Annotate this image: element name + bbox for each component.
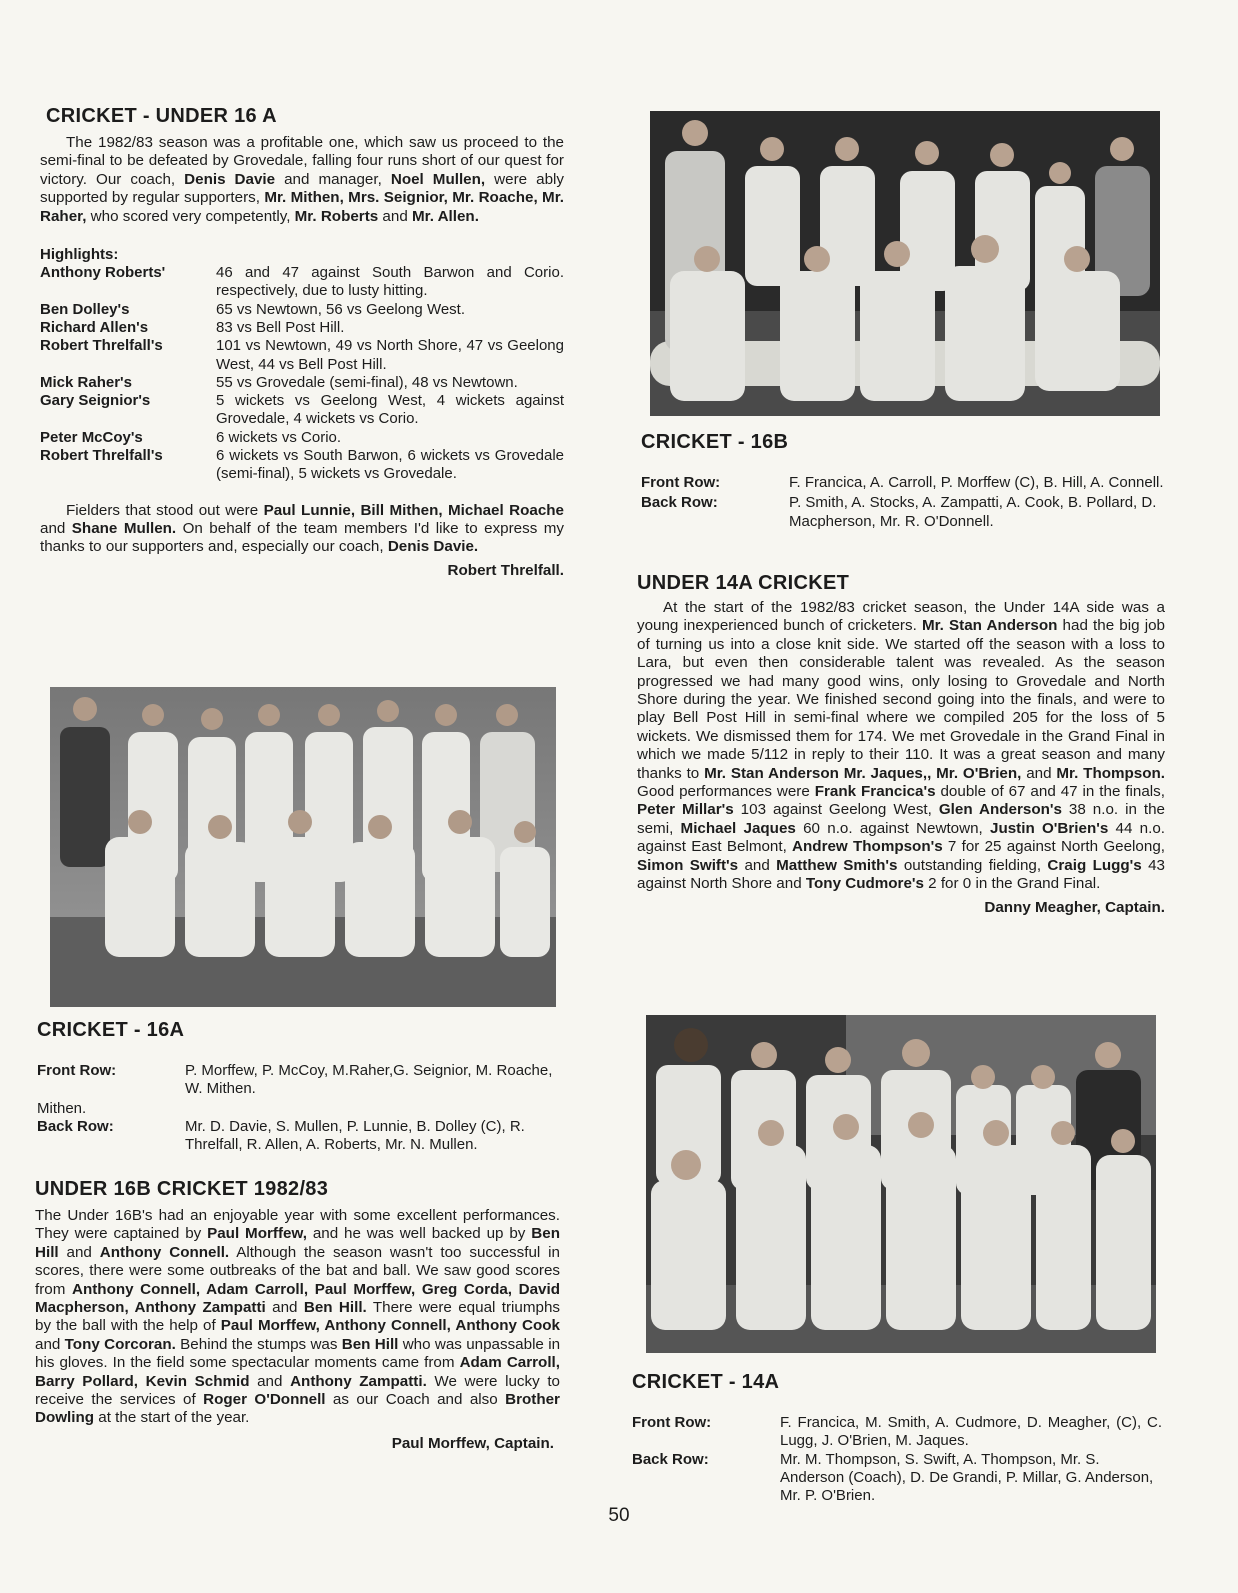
front-row-label: Front Row: bbox=[37, 1062, 117, 1079]
back-row-names: Mr. M. Thompson, S. Swift, A. Thompson, Mr. S. Anderson (Coach), D. De Grandi, P. Millar, G. Anderson, Mr. P. O'Brien. bbox=[780, 1450, 1154, 1505]
u14a-report bbox=[637, 571, 1165, 918]
page-number: 50 bbox=[608, 1505, 630, 1526]
front-row-names: F. Francica, A. Carroll, P. Morffew (C), B. Hill, A. Connell. bbox=[789, 474, 1164, 491]
u16b-front-row bbox=[641, 474, 1165, 492]
highlight-stats: 46 and 47 against South Barwon and Corio. respectively, due to lusty hitting. bbox=[216, 264, 564, 300]
back-row-names: Mr. D. Davie, S. Mullen, P. Lunnie, B. Dolley (C), R. Threlfall, R. Allen, A. Roberts, Mr. N. Mullen. bbox=[185, 1117, 525, 1154]
highlight-stats: 6 wickets vs South Barwon, 6 wickets vs Grovedale (semi-final), 5 wickets vs Grovedale. bbox=[216, 447, 564, 483]
highlight-player: Mick Raher's bbox=[40, 373, 132, 391]
u14a-heading: UNDER 14A CRICKET bbox=[637, 572, 850, 594]
highlight-stats: 6 wickets vs Corio. bbox=[216, 428, 342, 446]
u16a-caption bbox=[37, 1018, 561, 1154]
team-photo-16a bbox=[50, 687, 556, 1007]
highlight-stats: 65 vs Newtown, 56 vs Geelong West. bbox=[216, 300, 466, 318]
highlight-stats: 101 vs Newtown, 49 vs North Shore, 47 vs Geelong West, 44 vs Bell Post Hill. bbox=[216, 337, 564, 373]
u16a-report bbox=[40, 104, 564, 581]
u16b-body: The Under 16B's had an enjoyable year with some excellent performances. They were captained by Paul Morffew, and he was well backed up by Ben Hill and Anthony Connell. Although the season wasn't too successful in scores, there were some outbreaks of the bat and ball. We saw good scores from Anthony Connell, Adam Carroll, Paul Morffew, Greg Corda, David Macpherson, Anthony Zampatti and Ben Hill. There were equal triumphs by the ball with the help of Paul Morffew, Anthony Connell, Anthony Cook and Tony Corcoran. Behind the stumps was Ben Hill who was unpassable in his gloves. In the field some spectacular moments came from Adam Carroll, Barry Pollard, Kevin Schmid and Anthony Zampatti. We were lucky to receive the services of Roger O'Donnell as our Coach and also Brother Dowling at the start of the year. bbox=[35, 1207, 561, 1427]
u14a-caption-heading: CRICKET - 14A bbox=[632, 1371, 780, 1393]
highlights-list bbox=[40, 264, 564, 484]
highlight-player: Richard Allen's bbox=[40, 318, 149, 336]
back-row-names: P. Smith, A. Stocks, A. Zampatti, A. Cook, B. Pollard, D. Macpherson, Mr. R. O'Donnell. bbox=[789, 494, 1157, 530]
u16a-extra-line: Mithen. bbox=[37, 1099, 87, 1117]
highlight-player: Peter McCoy's bbox=[40, 428, 143, 446]
u14a-front-row bbox=[632, 1414, 1162, 1451]
front-row-label: Front Row: bbox=[641, 474, 721, 491]
u16b-heading: UNDER 16B CRICKET 1982/83 bbox=[35, 1178, 329, 1200]
highlight-stats: 83 vs Bell Post Hill. bbox=[216, 318, 345, 336]
u16a-intro: The 1982/83 season was a profitable one, which saw us proceed to the semi-final to be defeated by Grovedale, falling four runs short of our quest for victory. Our coach, Denis Davie and manager, Noel Mullen, were ably supported by regular supporters, Mr. Mithen, Mrs. Seignior, Mr. Roache, Mr. Raher, who scored very competently, Mr. Roberts and Mr. Allen. bbox=[40, 134, 564, 225]
front-row-names: P. Morffew, P. McCoy, M.Raher,G. Seignior, M. Roache, W. Mithen. bbox=[185, 1062, 553, 1098]
front-row-names: F. Francica, M. Smith, A. Cudmore, D. Meagher, (C), C. Lugg, J. O'Brien, M. Jaques. bbox=[780, 1414, 1162, 1450]
u14a-caption bbox=[632, 1370, 1162, 1505]
u16a-back-row bbox=[37, 1118, 561, 1155]
team-photo-16b bbox=[650, 111, 1160, 416]
highlights-label: Highlights: bbox=[40, 246, 119, 264]
front-row-label: Front Row: bbox=[632, 1414, 712, 1431]
team-photo-14a bbox=[646, 1015, 1156, 1353]
u16b-report bbox=[35, 1177, 560, 1454]
highlight-player: Robert Threlfall's bbox=[40, 337, 163, 355]
u16a-caption-heading: CRICKET - 16A bbox=[37, 1019, 185, 1041]
highlight-stats: 5 wickets vs Geelong West, 4 wickets against Grovedale, 4 wickets vs Corio. bbox=[216, 392, 564, 428]
back-row-label: Back Row: bbox=[632, 1450, 709, 1468]
u14a-back-row bbox=[632, 1451, 1162, 1506]
u16b-back-row bbox=[641, 494, 1165, 531]
u16b-signature: Paul Morffew, Captain. bbox=[391, 1434, 554, 1452]
u16a-fielders: Fielders that stood out were Paul Lunnie, Bill Mithen, Michael Roache and Shane Mullen. On behalf of the team members I'd like to express my thanks to our supporters and, especially our coach, Denis Davie. bbox=[40, 501, 565, 556]
highlight-player: Anthony Roberts' bbox=[40, 264, 166, 282]
highlight-player: Ben Dolley's bbox=[40, 300, 130, 318]
u14a-signature: Danny Meagher, Captain. bbox=[984, 898, 1165, 916]
u16b-caption bbox=[641, 430, 1165, 531]
u16a-front-row bbox=[37, 1062, 561, 1099]
u16a-heading: CRICKET - UNDER 16 A bbox=[46, 105, 277, 127]
back-row-label: Back Row: bbox=[37, 1117, 114, 1135]
highlight-player: Gary Seignior's bbox=[40, 392, 151, 410]
highlight-player: Robert Threlfall's bbox=[40, 447, 163, 464]
u16a-signature: Robert Threlfall. bbox=[447, 561, 564, 579]
back-row-label: Back Row: bbox=[641, 494, 718, 512]
u14a-body: At the start of the 1982/83 cricket season, the Under 14A side was a young inexperienced bunch of cricketers. Mr. Stan Anderson had the big job of turning us into a close knit side. We started off the season with a loss to Lara, but even then considerable talent was revealed. As the season progressed we had many good wins, only losing to Grovedale and North Shore during the year. We finished second going into the finals, and were to play Bell Post Hill in semi-final where we compiled 205 for the loss of 5 wickets. We dismissed them for 174. We met Grovedale in the Grand Final in which we made 5/112 in reply to their 110. It was a great season and many thanks to Mr. Stan Anderson Mr. Jaques,, Mr. O'Brien, and Mr. Thompson. Good performances were Frank Francica's double of 67 and 47 in the finals, Peter Millar's 103 against Geelong West, Glen Anderson's 38 n.o. in the semi, Michael Jaques 60 n.o. against Newtown, Justin O'Brien's 44 n.o. against East Belmont, Andrew Thompson's 7 for 25 against North Geelong, Simon Swift's and Matthew Smith's outstanding fielding, Craig Lugg's 43 against North Shore and Tony Cudmore's 2 for 0 in the Grand Final. bbox=[637, 599, 1166, 893]
u16b-caption-heading: CRICKET - 16B bbox=[641, 431, 789, 453]
highlight-stats: 55 vs Grovedale (semi-final), 48 vs Newtown. bbox=[216, 373, 518, 391]
